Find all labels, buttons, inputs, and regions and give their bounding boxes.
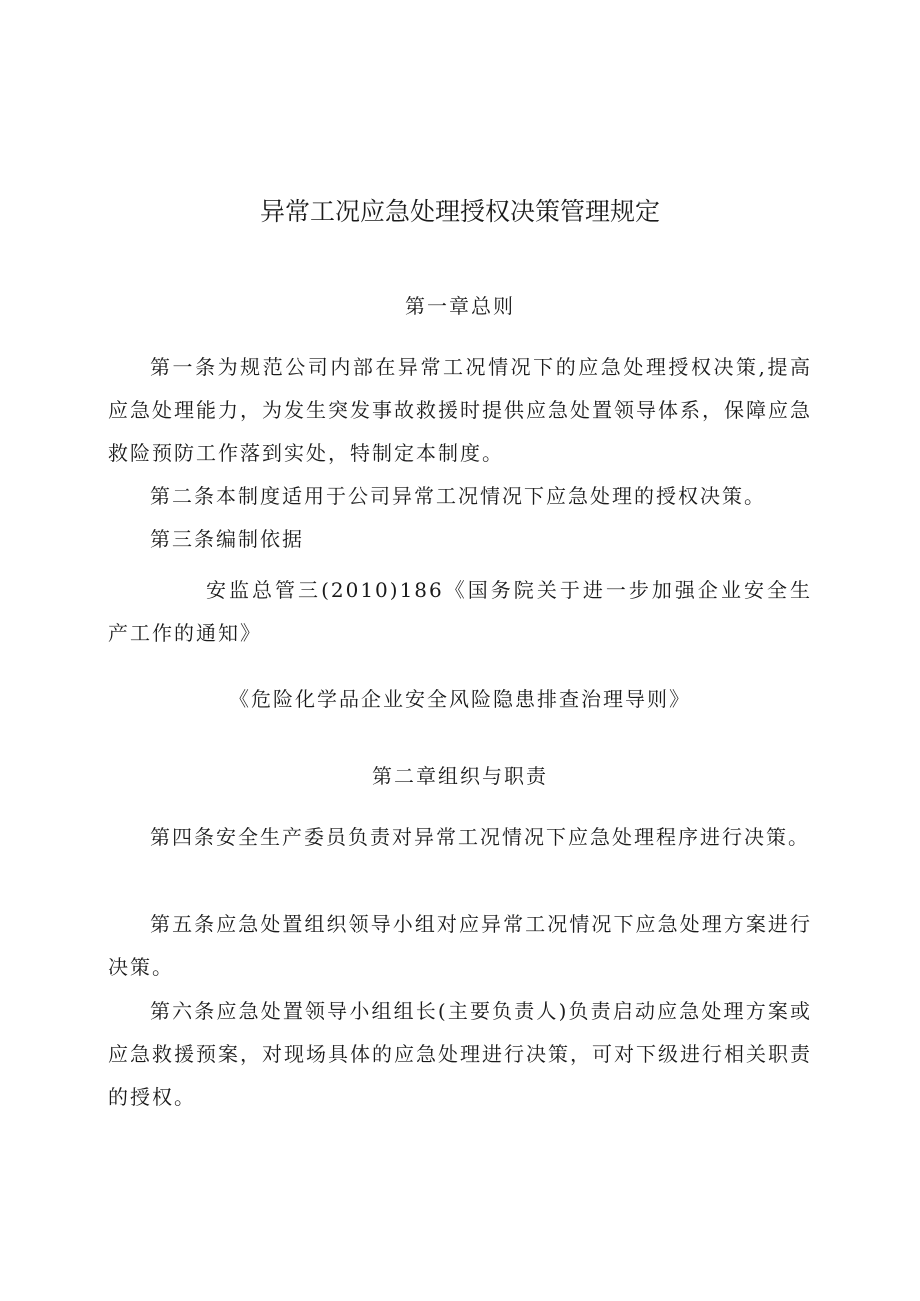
- chapter-2-heading: 第二章组织与职责: [372, 764, 548, 788]
- basis-item-2: 《危险化学品企业安全风险隐患排查治理导则》: [229, 687, 691, 711]
- chapter-1-heading: 第一章总则: [405, 294, 515, 318]
- article-6: 第六条应急处置领导小组组长(主要负责人)负责启动应急处理方案或应急救援预案，对现场具体的应急处理进行决策，可对下级进行相关职责的授权。: [108, 999, 812, 1109]
- article-3: 第三条编制依据: [150, 527, 304, 551]
- article-5: 第五条应急处置组织领导小组对应异常工况情况下应急处理方案进行决策。: [108, 912, 812, 979]
- article-2: 第二条本制度适用于公司异常工况情况下应急处理的授权决策。: [150, 484, 766, 508]
- article-1: 第一条为规范公司内部在异常工况情况下的应急处理授权决策,提高应急处理能力，为发生突发事故救援时提供应急处置领导体系，保障应急救险预防工作落到实处，特制定本制度。: [108, 355, 812, 465]
- article-4: 第四条安全生产委员负责对异常工况情况下应急处理程序进行决策。: [150, 825, 810, 849]
- basis-item-1: 安监总管三(2010)186《国务院关于进一步加强企业安全生产工作的通知》: [108, 578, 812, 645]
- document-title: 异常工况应急处理授权决策管理规定: [259, 197, 660, 226]
